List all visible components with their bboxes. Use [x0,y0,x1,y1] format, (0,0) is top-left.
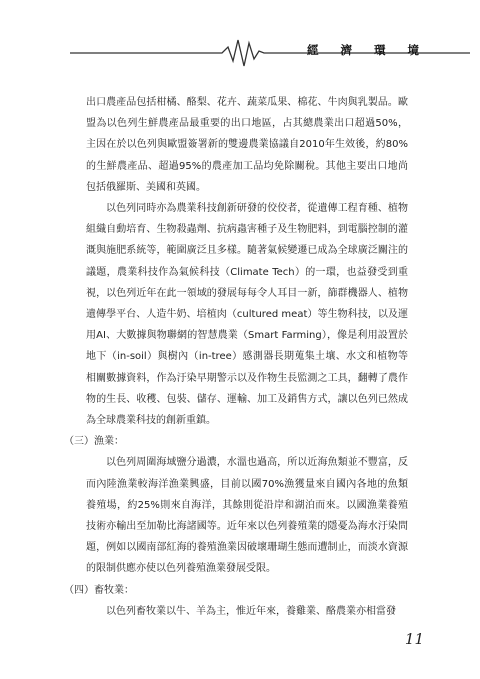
paragraph-exports: 出口農產品包括柑橘、酪梨、花卉、蔬菜瓜果、棉花、牛肉與乳製品。歐盟為以色列生鮮農產品最重要的出口地區，占其總農業出口超過50%，主因在於以色列與歐盟簽署新的雙邊農業協議自2010年生效後，約80%的生鮮農產品、超過95%的農產加工品均免除關稅。其他主要出口地尚包括俄羅斯、美國和英國。 [86,97,408,193]
heading-fisheries: （三）漁業： [64,436,124,448]
section-title: 經 濟 環 境 [306,43,428,57]
paragraph-fisheries: 以色列周圍海域鹽分過濃，水溫也過高，所以近海魚類並不豐富，反而內陸漁業較海洋漁業興盛，目前以國70%漁獲量來自國內各地的魚類養殖場，約25%則來自海洋，其餘則從沿岸和湖泊而來。以國漁業養殖技術亦輸出至加勒比海諸國等。近年來以色列養殖業的隱憂為海水汙染問題，例如以國南部紅海的養殖漁業因破壞珊瑚生態而遭制止，而淡水資源的限制供應亦使以色列養殖漁業發展受限。 [86,457,408,575]
paragraph-livestock: 以色列畜牧業以牛、羊為主，惟近年來，養雞業、酪農業亦相當發 [106,605,396,617]
page-number: 11 [404,630,424,648]
body-text [64,92,408,622]
heading-livestock: （四）畜牧業： [64,584,134,596]
paragraph-agritech: 以色列同時亦為農業科技創新研發的佼佼者，從遺傳工程育種、植物組織自動培育、生物殺蟲劑、抗病蟲害種子及生物肥料，到電腦控制的灌溉與施肥系統等，範圍廣泛且多樣。隨著氣候變遷已成為全球廣泛關注的議題，農業科技作為氣候科技（Climate Tech）的一環，也益發受到重視，以色列近年在此一領域的發展每每令人耳目一新，篩群機器人、植物遺傳學平台、人造牛奶、培植肉（cultured meat）等生物科技，以及運用AI、大數據與物聯網的智慧農業（Smart Farming），像是利用設置於地下（in-soil）與樹內（in-tree）感測器長期蒐集土壤、水文和植物等相關數據資料，作為汙染早期警示以及作物生長監測之工具，翻轉了農作物的生長、收穫、包裝、儲存、運輸、加工及銷售方式，讓以色列已然成為全球農業科技的創新重鎮。 [86,203,408,427]
page-header [0,34,480,74]
